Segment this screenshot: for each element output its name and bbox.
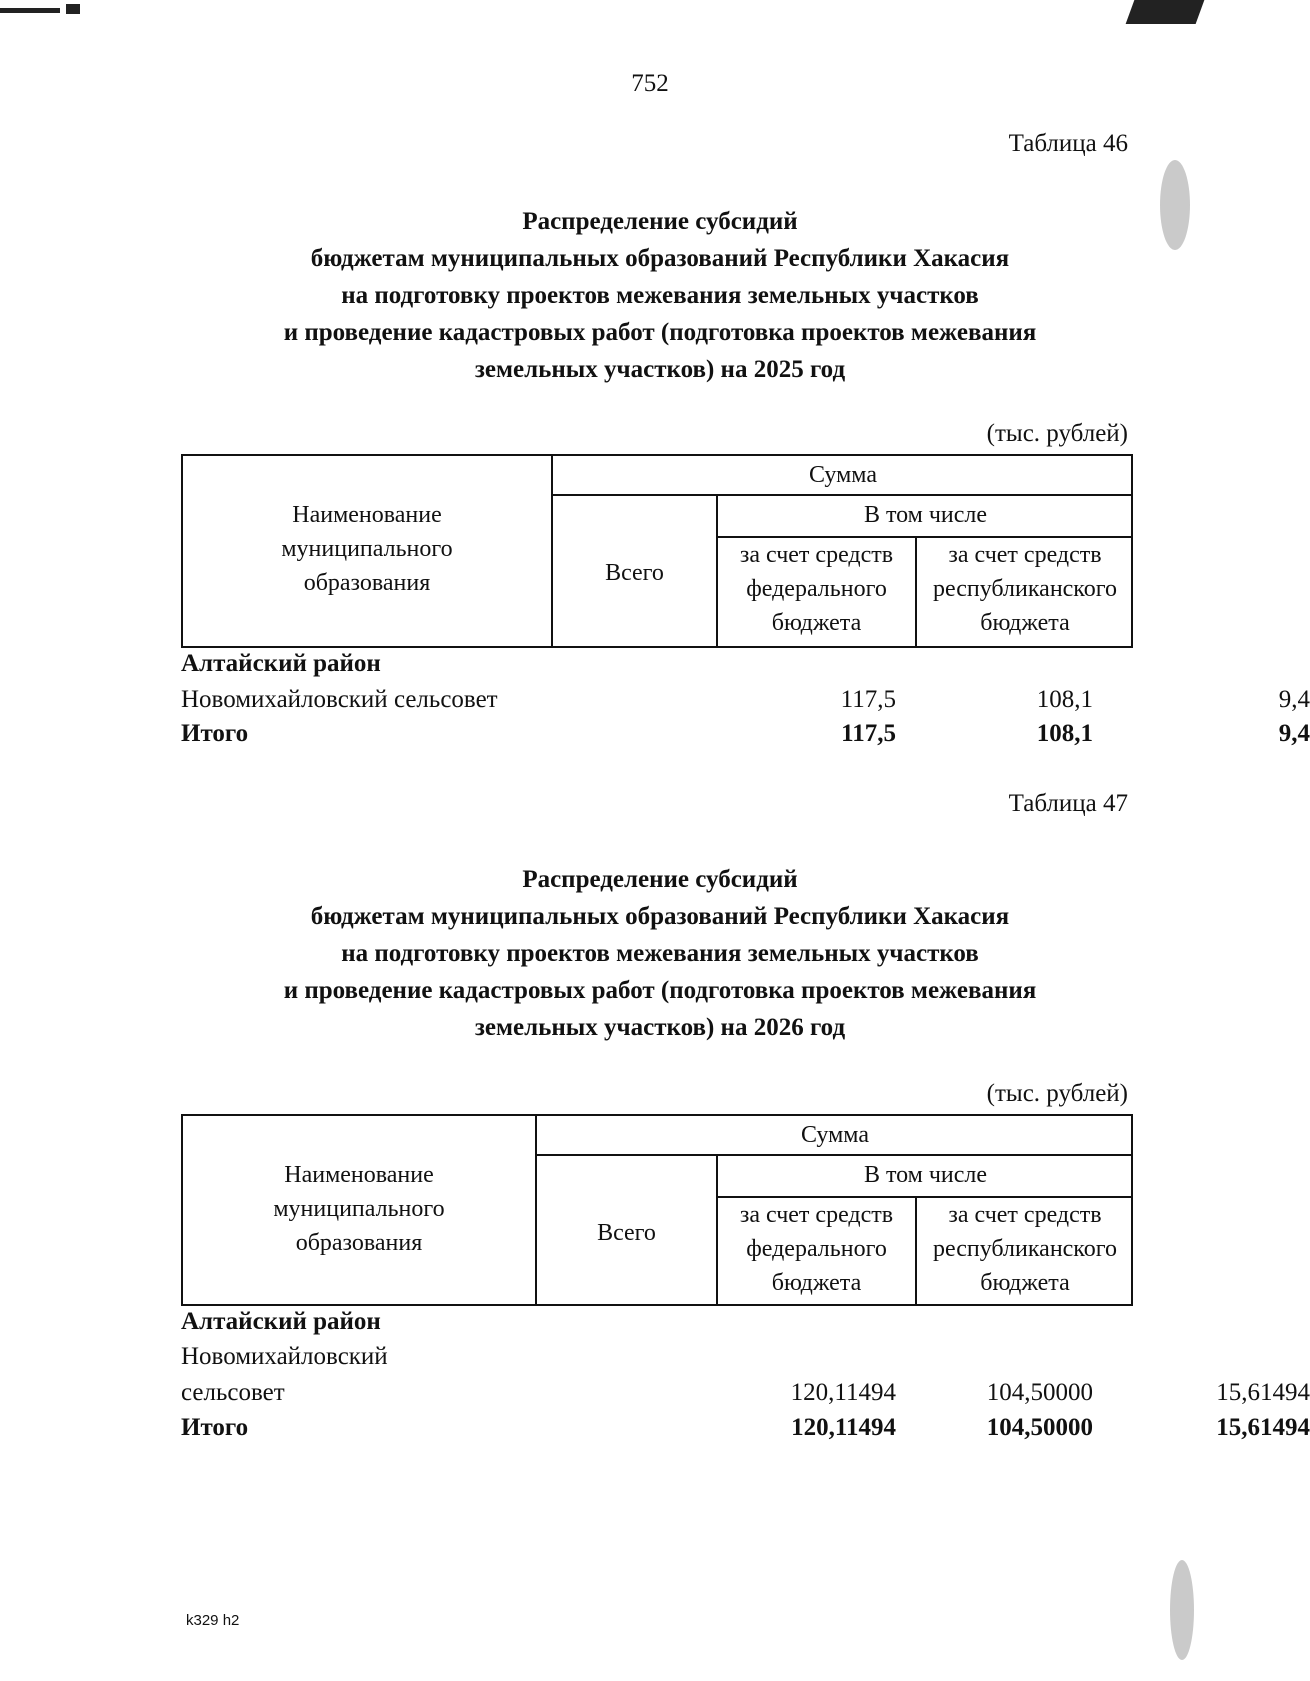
- row-federal: 108,1: [1036, 686, 1093, 713]
- row-republic: 15,61494: [1216, 1379, 1310, 1406]
- header-republic: за счет средств республиканского бюджета: [933, 542, 1117, 636]
- table-46-header: [181, 454, 1133, 648]
- totals-total: 120,11494: [791, 1414, 896, 1441]
- header-total: Всего: [597, 1220, 656, 1246]
- scan-mark-top-left: [0, 8, 60, 13]
- row-total: 117,5: [840, 686, 896, 713]
- row-total: 120,11494: [790, 1379, 896, 1406]
- scan-mark-top-right: [1126, 0, 1205, 24]
- table-46-totals: Итого 117,5 108,1 9,4: [181, 720, 1310, 747]
- header-federal: за счет средств федерального бюджета: [739, 1202, 894, 1296]
- header-name-column: Наименование муниципального образования: [273, 1162, 445, 1256]
- table-47-label: Таблица 47: [1008, 790, 1128, 817]
- table-47-units: (тыс. рублей): [986, 1080, 1128, 1107]
- header-name-column: Наименование муниципального образования: [281, 502, 453, 596]
- scan-mark-top-left-2: [66, 4, 80, 14]
- table-46-units: (тыс. рублей): [986, 420, 1128, 447]
- header-total: Всего: [605, 560, 664, 586]
- row-republic: 9,4: [1278, 686, 1310, 713]
- totals-federal: 104,50000: [986, 1414, 1093, 1441]
- table-46-label: Таблица 46: [1008, 130, 1128, 157]
- totals-federal: 108,1: [1036, 720, 1093, 747]
- header-republic: за счет средств республиканского бюджета: [933, 1202, 1117, 1296]
- table-46-title: Распределение субсидий бюджетам муниципальных образований Республики Хакасия на подготовку проектов межевания земельных участков и проведение кадастровых работ (подготовка проектов межевания земельных участков) на 2025 год: [283, 208, 1037, 383]
- table-47-header: [181, 1114, 1133, 1306]
- table-row: Новомихайловский сельсовет 117,5 108,1 9,4: [181, 686, 1310, 713]
- table-46-group: Алтайский район: [181, 650, 381, 677]
- totals-total: 117,5: [841, 720, 896, 747]
- table-47-group: Алтайский район: [181, 1308, 381, 1335]
- totals-republic: 15,61494: [1216, 1414, 1310, 1441]
- totals-republic: 9,4: [1278, 720, 1310, 747]
- table-47-totals: Итого 120,11494 104,50000 15,61494: [181, 1414, 1310, 1441]
- scan-speckle: [1170, 1560, 1194, 1660]
- header-sum: Сумма: [801, 1122, 869, 1148]
- row-federal: 104,50000: [986, 1379, 1093, 1406]
- table-47-title: Распределение субсидий бюджетам муниципальных образований Республики Хакасия на подготовку проектов межевания земельных участков и проведение кадастровых работ (подготовка проектов межевания земельных участков) на 2026 год: [283, 866, 1037, 1041]
- footer-code: k329 h2: [186, 1612, 240, 1629]
- page-number: 752: [631, 70, 669, 97]
- header-sum: Сумма: [809, 462, 877, 488]
- header-federal: за счет средств федерального бюджета: [739, 542, 894, 636]
- table-row: Новомихайловский сельсовет 120,11494 104,50000 15,61494: [181, 1343, 1310, 1406]
- header-including: В том числе: [863, 1162, 988, 1188]
- header-including: В том числе: [863, 502, 988, 528]
